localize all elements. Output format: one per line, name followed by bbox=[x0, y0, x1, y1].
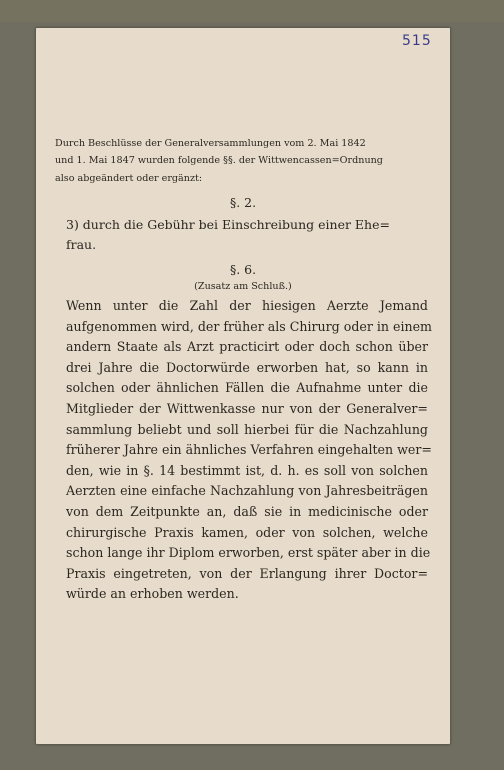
preamble-line: also abgeändert oder ergänzt: bbox=[55, 172, 203, 184]
page-number: 515 bbox=[402, 33, 432, 49]
body-line: andern Staate als Arzt practicirt oder doch schon über bbox=[66, 339, 428, 355]
body-line: Mitglieder der Wittwenkasse nur von der Generalver= bbox=[66, 400, 428, 416]
section-2-line: 3) durch die Gebühr bei Einschreibung einer Ehe= bbox=[66, 217, 390, 232]
body-line: sammlung beliebt und soll hierbei für die Nachzahlung bbox=[66, 421, 428, 437]
body-line: schon lange ihr Diplom erworben, erst später aber in die bbox=[66, 545, 431, 561]
body-line: Wenn unter die Zahl der hiesigen Aerzte Jemand bbox=[66, 298, 428, 313]
section-2-heading: §. 2. bbox=[229, 195, 257, 210]
section-6-heading: §. 6. bbox=[229, 262, 257, 277]
section-6-body bbox=[66, 296, 432, 605]
body-line: würde an erhoben werden. bbox=[66, 586, 239, 602]
body-line: von dem Zeitpunkte an, daß sie in medicinische oder bbox=[66, 503, 428, 519]
preamble-line: Durch Beschlüsse der Generalversammlungen vom 2. Mai 1842 bbox=[55, 138, 366, 149]
body-line: aufgenommen wird, der früher als Chirurg oder in einem bbox=[66, 318, 432, 334]
section-2-line: frau. bbox=[66, 237, 97, 252]
preamble bbox=[55, 135, 425, 187]
body-line: Praxis eingetreten, von der Erlangung ihrer Doctor= bbox=[66, 565, 428, 581]
body-line: Aerzten eine einfache Nachzahlung von Jahresbeiträgen bbox=[66, 483, 428, 499]
body-line: solchen oder ähnlichen Fällen die Aufnahme unter die bbox=[66, 380, 428, 396]
body-line: den, wie in §. 14 bestimmt ist, d. h. es soll von solchen bbox=[66, 462, 428, 478]
section-6-subheading: (Zusatz am Schluß.) bbox=[194, 281, 292, 292]
body-line: chirurgische Praxis kamen, oder von solchen, welche bbox=[66, 524, 428, 540]
body-line: drei Jahre die Doctorwürde erworben hat, so kann in bbox=[66, 359, 428, 375]
scan-backdrop bbox=[0, 0, 504, 22]
preamble-line: und 1. Mai 1847 wurden folgende §§. der Wittwencassen=Ordnung bbox=[55, 155, 383, 167]
section-2-item bbox=[66, 215, 426, 255]
body-line: früherer Jahre ein ähnliches Verfahren eingehalten wer= bbox=[66, 442, 432, 458]
